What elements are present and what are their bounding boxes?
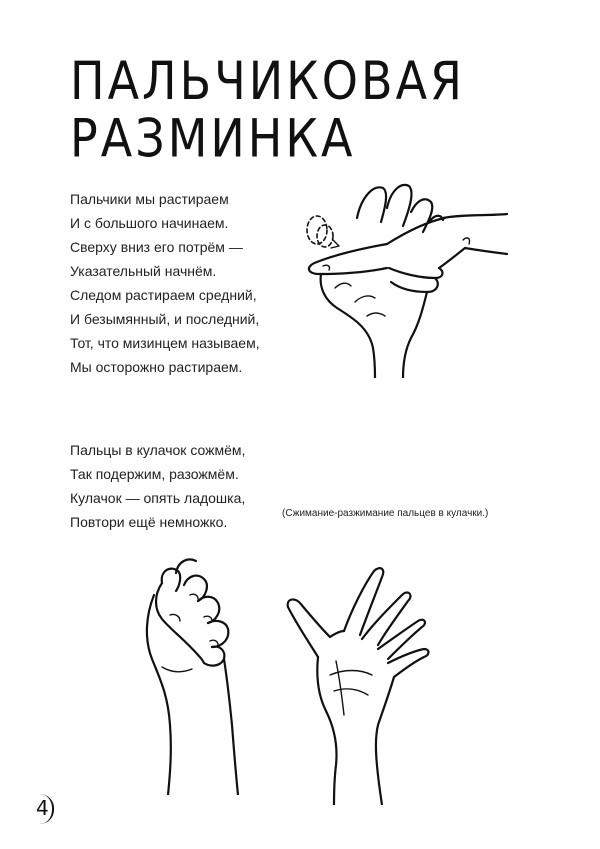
poem-line: Мы осторожно растираем. [70,359,243,375]
poem-line: Повтори ещё немножко. [70,514,228,530]
poem-line: Указательный начнём. [70,263,217,279]
title-line-2: РАЗМИНКА [70,107,356,170]
poem-line: Тот, что мизинцем называем, [70,335,260,351]
page-number-bracket [30,794,54,824]
hand-rubbing-finger-illustration [295,178,510,378]
poem-line: Кулачок — опять ладошка, [70,490,246,506]
title-line-1: ПАЛЬЧИКОВАЯ [70,49,466,112]
poem-line: Следом растираем средний, [70,287,257,303]
open-palm-illustration [282,565,447,805]
page-title [70,49,466,170]
poem-line: И безымянный, и последний, [70,311,260,327]
exercise-note: (Сжимание-разжимание пальцев в кулачки.) [282,508,489,519]
poem-fist [70,438,245,534]
poem-line: И с большого начинаем. [70,215,229,231]
clenched-fist-illustration [140,555,265,795]
poem-line: Пальчики мы растираем [70,191,229,207]
poem-line: Сверху вниз его потрём — [70,239,243,255]
poem-line: Пальцы в кулачок сожмём, [70,442,246,458]
poem-rubbing [70,187,260,379]
page-number-value: 4 [36,796,49,820]
page-number [30,796,56,824]
poem-line: Так подержим, разожмём. [70,466,239,482]
